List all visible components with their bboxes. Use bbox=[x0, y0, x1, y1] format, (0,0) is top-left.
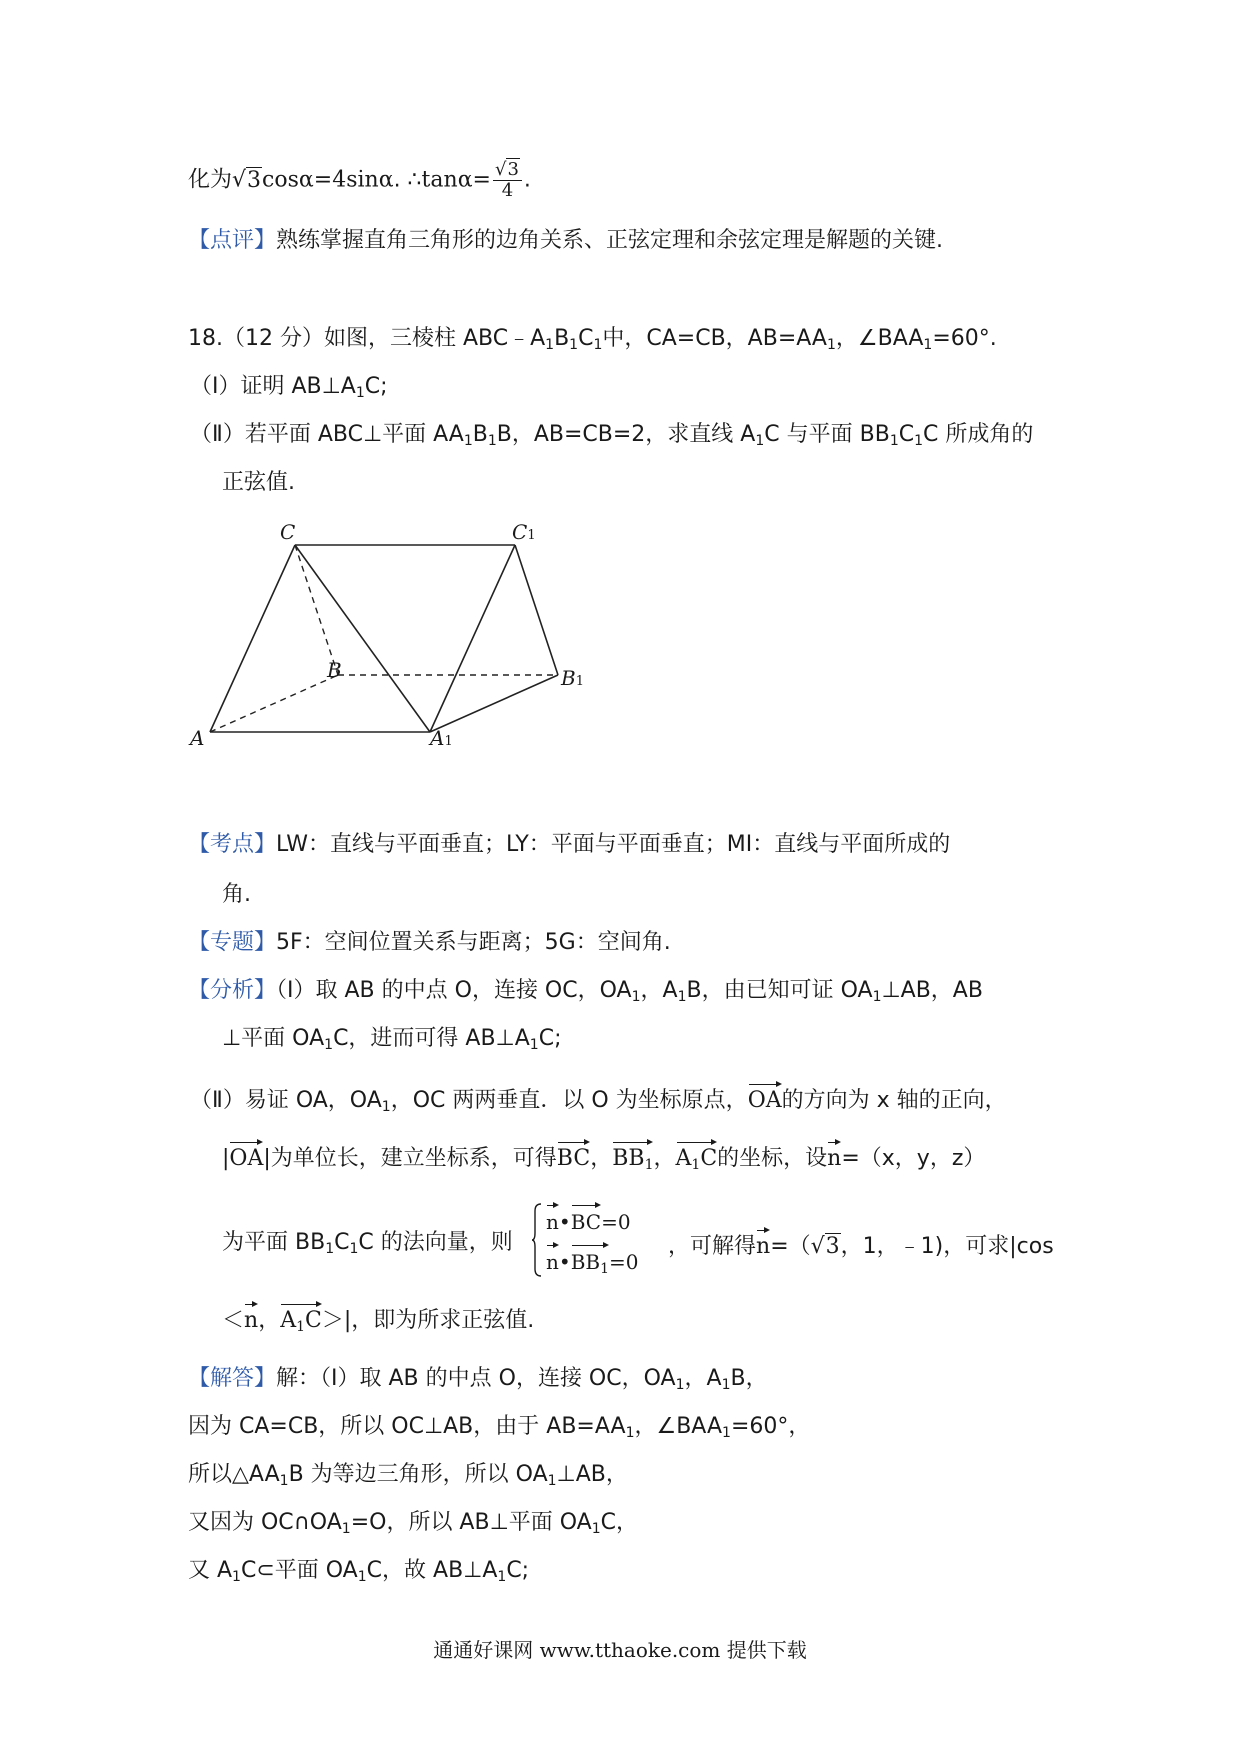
footer-text: 通通好课网 www.tthaoke.com 提供下载 bbox=[433, 1638, 807, 1662]
edge-C1-A1 bbox=[430, 545, 515, 732]
review-line bbox=[188, 226, 943, 256]
formula-line bbox=[188, 160, 531, 201]
prism-figure bbox=[180, 510, 600, 760]
therefore: . ∴ bbox=[393, 167, 422, 193]
fenxi-line1: 【分析】（Ⅰ）取 AB 的中点 O，连接 OC，$OA_1$，$A_1B$，由已知可证 $OA_1\perp AB$，AB bbox=[188, 978, 983, 1005]
edge-A-B bbox=[210, 675, 338, 732]
brace-icon bbox=[532, 1203, 542, 1277]
label-C1: C1 bbox=[512, 520, 536, 544]
vector-n: n bbox=[546, 1243, 559, 1277]
vector-n: n bbox=[546, 1203, 559, 1237]
alpha: α bbox=[378, 167, 394, 193]
vector-BB1: $BB_1$ bbox=[571, 1243, 609, 1284]
vector-OA: OA bbox=[229, 1140, 263, 1174]
cos-text: cos bbox=[262, 167, 299, 193]
part2-line4: ＜n，$A_1C>|$，即为所求正弦值. bbox=[222, 1302, 534, 1342]
kaodian-cont: 角. bbox=[222, 882, 251, 907]
solution-line1: 【解答】解：（Ⅰ）取 AB 的中点 O，连接 OC，$OA_1$，$A_1B$， bbox=[188, 1366, 768, 1393]
edge-C-B bbox=[295, 545, 338, 675]
solution-line4: 又因为 $OC\cap OA_1=O$，所以 AB⊥平面 $OA_1C$， bbox=[188, 1510, 639, 1537]
kaodian-line: 【考点】LW：直线与平面垂直；LY：平面与平面垂直；MI：直线与平面所成的 bbox=[188, 832, 951, 857]
label-B1: B1 bbox=[561, 666, 584, 690]
vector-BC: BC bbox=[571, 1203, 601, 1237]
solution-line3: 所以$\triangle AA_1B$ 为等边三角形，所以 $OA_1\perp AB$， bbox=[188, 1462, 628, 1489]
edge-C1-B1 bbox=[515, 545, 558, 675]
label-C: C bbox=[280, 520, 296, 544]
vector-n: n bbox=[827, 1140, 841, 1174]
alpha: α bbox=[457, 167, 473, 193]
part2-line1: （Ⅱ）易证 OA，$OA_1$，OC 两两垂直．以 O 为坐标原点，OA的方向为 x 轴的正向， bbox=[190, 1082, 1007, 1122]
alpha: α bbox=[298, 167, 314, 193]
period: . bbox=[523, 167, 531, 193]
vector-n: n bbox=[244, 1302, 258, 1336]
tan-text: tan bbox=[421, 167, 458, 193]
equation-system: n•BC=0 $n•BB_1=0$ bbox=[532, 1203, 662, 1283]
fenxi-line2: ⊥平面 $OA_1C$，进而可得 $AB\perp A_1C$; bbox=[222, 1026, 562, 1053]
eq-sign: = bbox=[472, 167, 491, 193]
part2-line3b: ，可解得n=（√3，1，﹣1)，可求|cos bbox=[668, 1228, 1054, 1262]
solution-line2: 因为 CA=CB，所以 OC⊥AB，由于 $AB=AA_1$，$\angle BAA_1=60^\circ$， bbox=[188, 1414, 811, 1441]
fraction: $\frac{√3}{4}$ bbox=[493, 160, 522, 201]
sqrt-value: 3 bbox=[247, 167, 262, 193]
vector-A1C: $A_1C$ bbox=[280, 1302, 322, 1342]
vector-A1C: $A_1C$ bbox=[676, 1140, 718, 1180]
solution-line5: 又 $A_1C\subset$平面 $OA_1C$，故 $AB\perp A_1C$; bbox=[188, 1558, 530, 1585]
vector-n: n bbox=[756, 1228, 770, 1262]
problem-part2: （Ⅱ）若平面 ABC⊥平面 $AA_1B_1B$，AB=CB=2，求直线 $A_1C$ 与平面 $BB_1C_1C$ 所成角的 bbox=[190, 422, 1034, 449]
vector-BB1: $BB_1$ bbox=[612, 1140, 653, 1180]
part2-line3a: 为平面 $BB_1C_1C$ 的法向量，则 bbox=[222, 1230, 513, 1257]
vector-OA: OA bbox=[748, 1082, 782, 1116]
zhuanti-line: 【专题】5F：空间位置关系与距离；5G：空间角. bbox=[188, 930, 671, 955]
review-text: 熟练掌握直角三角形的边角关系、正弦定理和余弦定理是解题的关键. bbox=[276, 228, 944, 253]
sqrt-symbol: √ bbox=[232, 167, 247, 193]
edge-A1-B1 bbox=[430, 675, 558, 732]
text: 化为 bbox=[188, 167, 233, 193]
label-B: B bbox=[327, 658, 342, 682]
edge-C-A bbox=[210, 545, 295, 732]
label-A: A bbox=[190, 726, 205, 750]
label-A1: A1 bbox=[430, 726, 453, 750]
review-tag: 【点评】 bbox=[188, 228, 277, 253]
problem-part1: （Ⅰ）证明 $AB\perp A_1C$; bbox=[190, 374, 388, 401]
part2-line2: |OA|为单位长，建立坐标系，可得BC，$BB_1$，$A_1C$的坐标，设n=（x，y，z） bbox=[222, 1140, 985, 1180]
vector-BC: BC bbox=[557, 1140, 590, 1174]
problem-title: 18.（12 分）如图，三棱柱 $ABC﹣A_1B_1C_1$中，CA=CB，$AB=AA_1$，$\angle BAA_1=60^\circ$. bbox=[188, 326, 997, 353]
eq-text: =4sin bbox=[313, 167, 379, 193]
problem-part2-cont: 正弦值. bbox=[222, 470, 295, 495]
edge-C-A1 bbox=[295, 545, 430, 732]
